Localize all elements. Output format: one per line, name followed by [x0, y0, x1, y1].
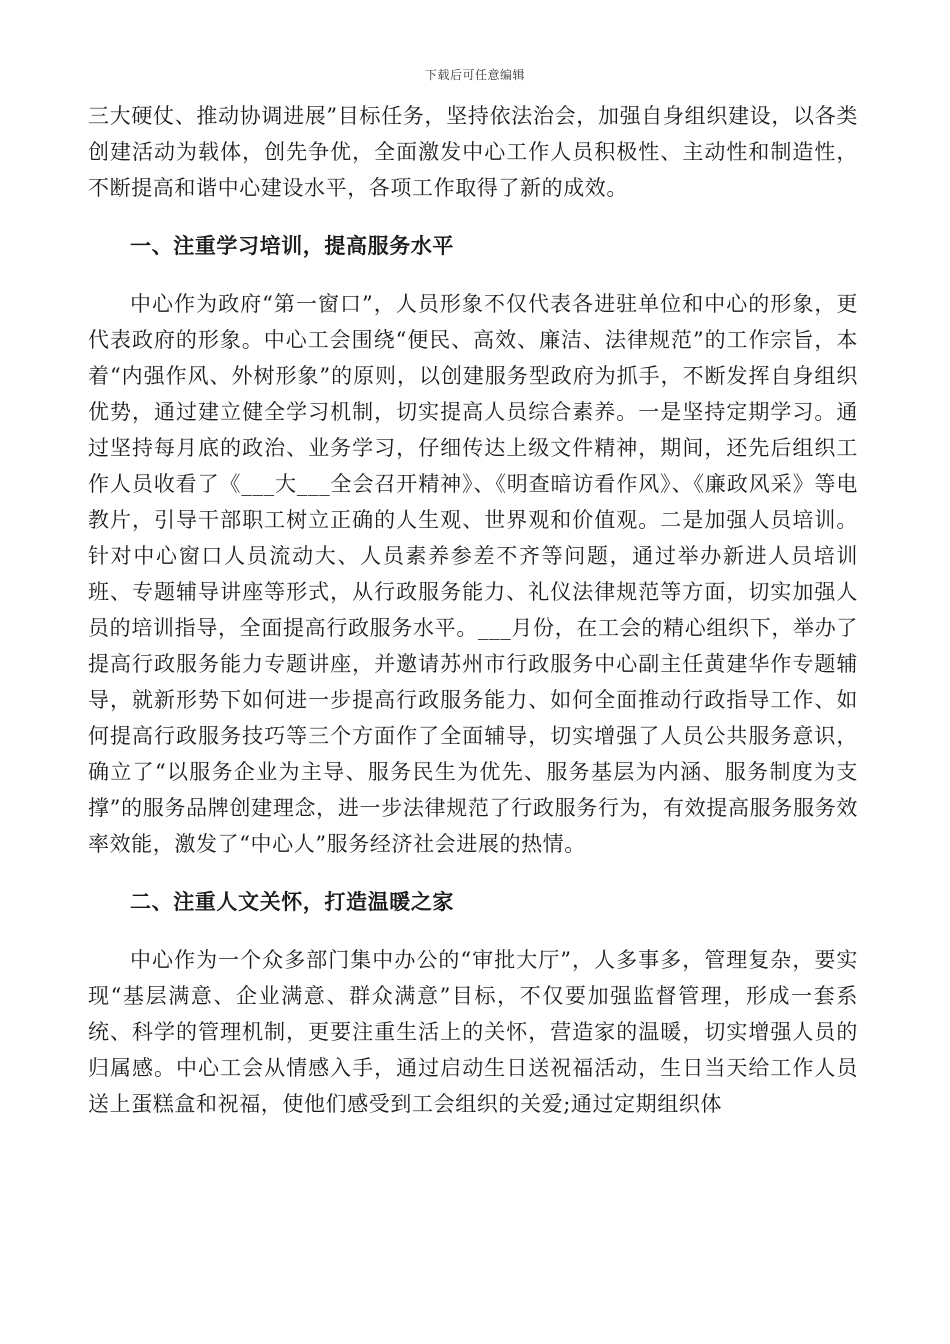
- section-1-heading: 一、注重学习培训，提高服务水平: [130, 233, 454, 258]
- intro-paragraph: 三大硬仗、推动协调进展”目标任务，坚持依法治会，加强自身组织建设，以各类创建活动为载体，创先争优，全面激发中心工作人员积极性、主动性和制造性，不断提高和谐中心建设水平，各项工作取得了新的成效。: [88, 104, 858, 200]
- document-body: [88, 98, 858, 1122]
- header-note: 下载后可任意编辑: [424, 68, 525, 82]
- section-2-paragraph: 中心作为一个众多部门集中办公的“审批大厅”，人多事多，管理复杂，要实现“基层满意、企业满意、群众满意”目标，不仅要加强监督管理，形成一套系统、科学的管理机制，更要注重生活上的关怀，营造家的温暖，切实增强人员的归属感。中心工会从情感入手，通过启动生日送祝福活动，生日当天给工作人员送上蛋糕盒和祝福，使他们感受到工会组织的关爱;通过定期组织体: [88, 948, 858, 1116]
- section-2-heading: 二、注重人文关怀，打造温暖之家: [130, 889, 454, 914]
- section-1-paragraph: 中心作为政府“第一窗口”，人员形象不仅代表各进驻单位和中心的形象，更代表政府的形象。中心工会围绕“便民、高效、廉洁、法律规范”的工作宗旨，本着“内强作风、外树形象”的原则，以创建服务型政府为抓手，不断发挥自身组织优势，通过建立健全学习机制，切实提高人员综合素养。一是坚持定期学习。通过坚持每月底的政治、业务学习，仔细传达上级文件精神，期间，还先后组织工作人员收看了《___大___全会召开精神》、《明查暗访看作风》、《廉政风采》等电教片，引导干部职工树立正确的人生观、世界观和价值观。二是加强人员培训。针对中心窗口人员流动大、人员素养参差不齐等问题，通过举办新进人员培训班、专题辅导讲座等形式，从行政服务能力、礼仪法律规范等方面，切实加强人员的培训指导，全面提高行政服务水平。___月份，在工会的精心组织下，举办了提高行政服务能力专题讲座，并邀请苏州市行政服务中心副主任黄建华作专题辅导，就新形势下如何进一步提高行政服务能力、如何全面推动行政指导工作、如何提高行政服务技巧等三个方面作了全面辅导，切实增强了人员公共服务意识，确立了“以服务企业为主导、服务民生为优先、服务基层为内涵、服务制度为支撑”的服务品牌创建理念，进一步法律规范了行政服务行为，有效提高服务服务效率效能，激发了“中心人”服务经济社会进展的热情。: [88, 292, 858, 856]
